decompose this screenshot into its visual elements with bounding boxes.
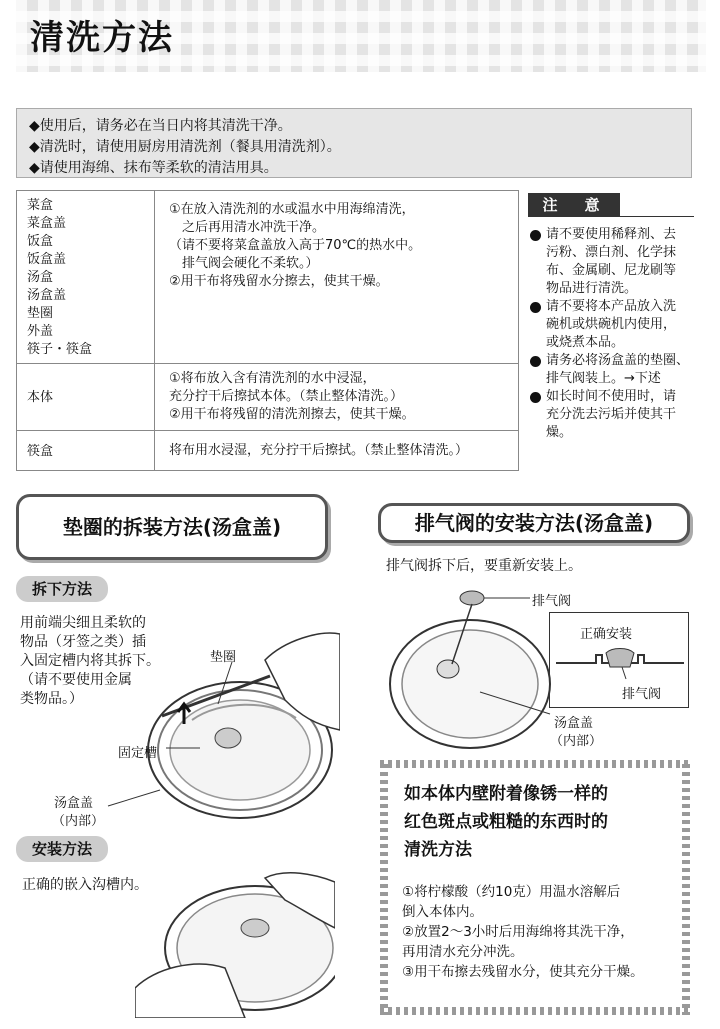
- page-title: 清洗方法: [30, 18, 174, 58]
- method-line: （请不要将菜盒盖放入高于70℃的热水中。: [169, 238, 422, 253]
- method-line: 将布用水浸湿，充分拧干后擦拭。（禁止整体清洗。）: [169, 442, 469, 458]
- part-name: 菜盒盖: [27, 216, 67, 231]
- method-cell: [155, 431, 519, 471]
- method-line: ②用干布将残留水分擦去，使其干燥。: [169, 274, 389, 289]
- intro-line: ◆使用后，请务必在当日内将其清洗干净。: [29, 118, 292, 134]
- caution-title: 注 意: [528, 193, 620, 217]
- remove-text-line: 入固定槽内将其拆下。: [20, 653, 160, 669]
- bullet-icon: [530, 356, 541, 367]
- intro-line: ◆请使用海绵、抹布等柔软的清洁用具。: [29, 160, 278, 176]
- part-name: 菜盒: [27, 198, 54, 213]
- caution-line: 如长时间不使用时，请: [546, 389, 677, 404]
- parts-cell: [17, 431, 155, 471]
- part-name: 饭盒盖: [27, 252, 67, 267]
- parts-cell: [17, 191, 155, 364]
- gasket-section-title: 垫圈的拆装方法(汤盒盖): [16, 494, 328, 560]
- label-groove: 固定槽: [118, 746, 158, 761]
- part-name: 汤盒盖: [27, 288, 67, 303]
- rust-box-inner: [388, 768, 682, 1007]
- rust-cleaning-box: [380, 760, 690, 1015]
- table-row: [17, 431, 519, 471]
- caution-divider: [528, 216, 694, 217]
- part-name: 筷子・筷盒: [27, 342, 93, 357]
- part-name: 外盖: [27, 324, 54, 339]
- caution-line: 或烧煮本品。: [546, 335, 625, 350]
- part-name: 饭盒: [27, 234, 54, 249]
- rust-heading-line: 红色斑点或粗糙的东西时的: [404, 812, 608, 832]
- part-name: 筷盒: [27, 443, 54, 459]
- valve-section-title: 排气阀的安装方法(汤盒盖): [378, 503, 690, 543]
- caution-line: 排气阀装上。→下述: [546, 371, 661, 386]
- caution-line: 燥。: [546, 425, 573, 440]
- caution-line: 碗机或烘碗机内使用，: [546, 317, 677, 332]
- caution-line: 物品进行清洗。: [546, 281, 638, 296]
- remove-method-title: 拆下方法: [16, 576, 108, 602]
- method-line: 排气阀会硬化不柔软。）: [169, 256, 319, 271]
- remove-text-line: 类物品。）: [20, 691, 83, 707]
- rust-step-line: ②放置2～3小时后用海绵将其洗干净，: [402, 924, 634, 940]
- bullet-icon: [530, 302, 541, 313]
- rust-step-line: ③用干布擦去残留水分，使其充分干燥。: [402, 964, 644, 980]
- label-valve-lid-sub: （内部）: [550, 734, 603, 749]
- remove-text-line: 用前端尖细且柔软的: [20, 615, 146, 631]
- caution-line: 请不要使用稀释剂、去: [546, 227, 677, 242]
- label-gasket: 垫圈: [210, 650, 237, 665]
- table-row: [17, 364, 519, 431]
- caution-line: 污粉、漂白剂、化学抹: [546, 245, 677, 260]
- label-valve: 排气阀: [532, 594, 572, 609]
- correct-install-title: 正确安装: [580, 627, 633, 642]
- correct-install-box: [549, 612, 689, 708]
- method-line: 之后再用清水冲洗干净。: [169, 220, 326, 235]
- cleaning-table: [16, 190, 519, 471]
- bullet-icon: [530, 392, 541, 403]
- part-name: 垫圈: [27, 306, 54, 321]
- install-text: 正确的嵌入沟槽内。: [22, 877, 148, 893]
- label-lid-sub: （内部）: [52, 814, 105, 829]
- part-name: 本体: [27, 390, 54, 405]
- bullet-icon: [530, 230, 541, 241]
- install-method-title: 安装方法: [16, 836, 108, 862]
- gasket-install-illustration: [135, 868, 335, 1018]
- intro-line: ◆清洗时，请使用厨房用清洗剂（餐具用清洗剂）。: [29, 139, 341, 155]
- method-line: ①将布放入含有清洗剂的水中浸湿，: [169, 371, 376, 386]
- table-row: [17, 191, 519, 364]
- rust-step-line: 再用清水充分冲洗。: [402, 944, 524, 960]
- part-name: 汤盒: [27, 270, 54, 285]
- method-line: 充分拧干后擦拭本体。（禁止整体清洗。）: [169, 389, 404, 404]
- method-cell: [155, 191, 519, 364]
- rust-heading-line: 清洗方法: [404, 840, 472, 860]
- remove-text-line: 物品（牙签之类）插: [20, 634, 146, 650]
- caution-line: 充分洗去污垢并使其干: [546, 407, 677, 422]
- valve-lid-illustration: [380, 584, 560, 759]
- parts-cell: [17, 364, 155, 431]
- method-cell: [155, 364, 519, 431]
- valve-cross-section: [556, 645, 684, 681]
- rust-step-line: 倒入本体内。: [402, 904, 483, 920]
- caution-line: 请不要将本产品放入洗: [546, 299, 677, 314]
- label-valve-correct: 排气阀: [622, 687, 662, 702]
- remove-text-line: （请不要使用金属: [20, 672, 132, 688]
- valve-subtitle: 排气阀拆下后，要重新安装上。: [386, 558, 582, 574]
- caution-line: 布、金属刷、尼龙刷等: [546, 263, 677, 278]
- rust-step-line: ①将柠檬酸（约10克）用温水溶解后: [402, 884, 621, 900]
- method-line: ①在放入清洗剂的水或温水中用海绵清洗，: [169, 202, 415, 217]
- caution-line: 请务必将汤盒盖的垫圈、: [546, 353, 690, 368]
- rust-heading-line: 如本体内壁附着像锈一样的: [404, 784, 608, 804]
- intro-box: [16, 108, 692, 178]
- label-lid: 汤盒盖: [54, 796, 94, 811]
- label-valve-lid: 汤盒盖: [554, 716, 594, 731]
- method-line: ②用干布将残留的清洗剂擦去，使其干燥。: [169, 407, 415, 422]
